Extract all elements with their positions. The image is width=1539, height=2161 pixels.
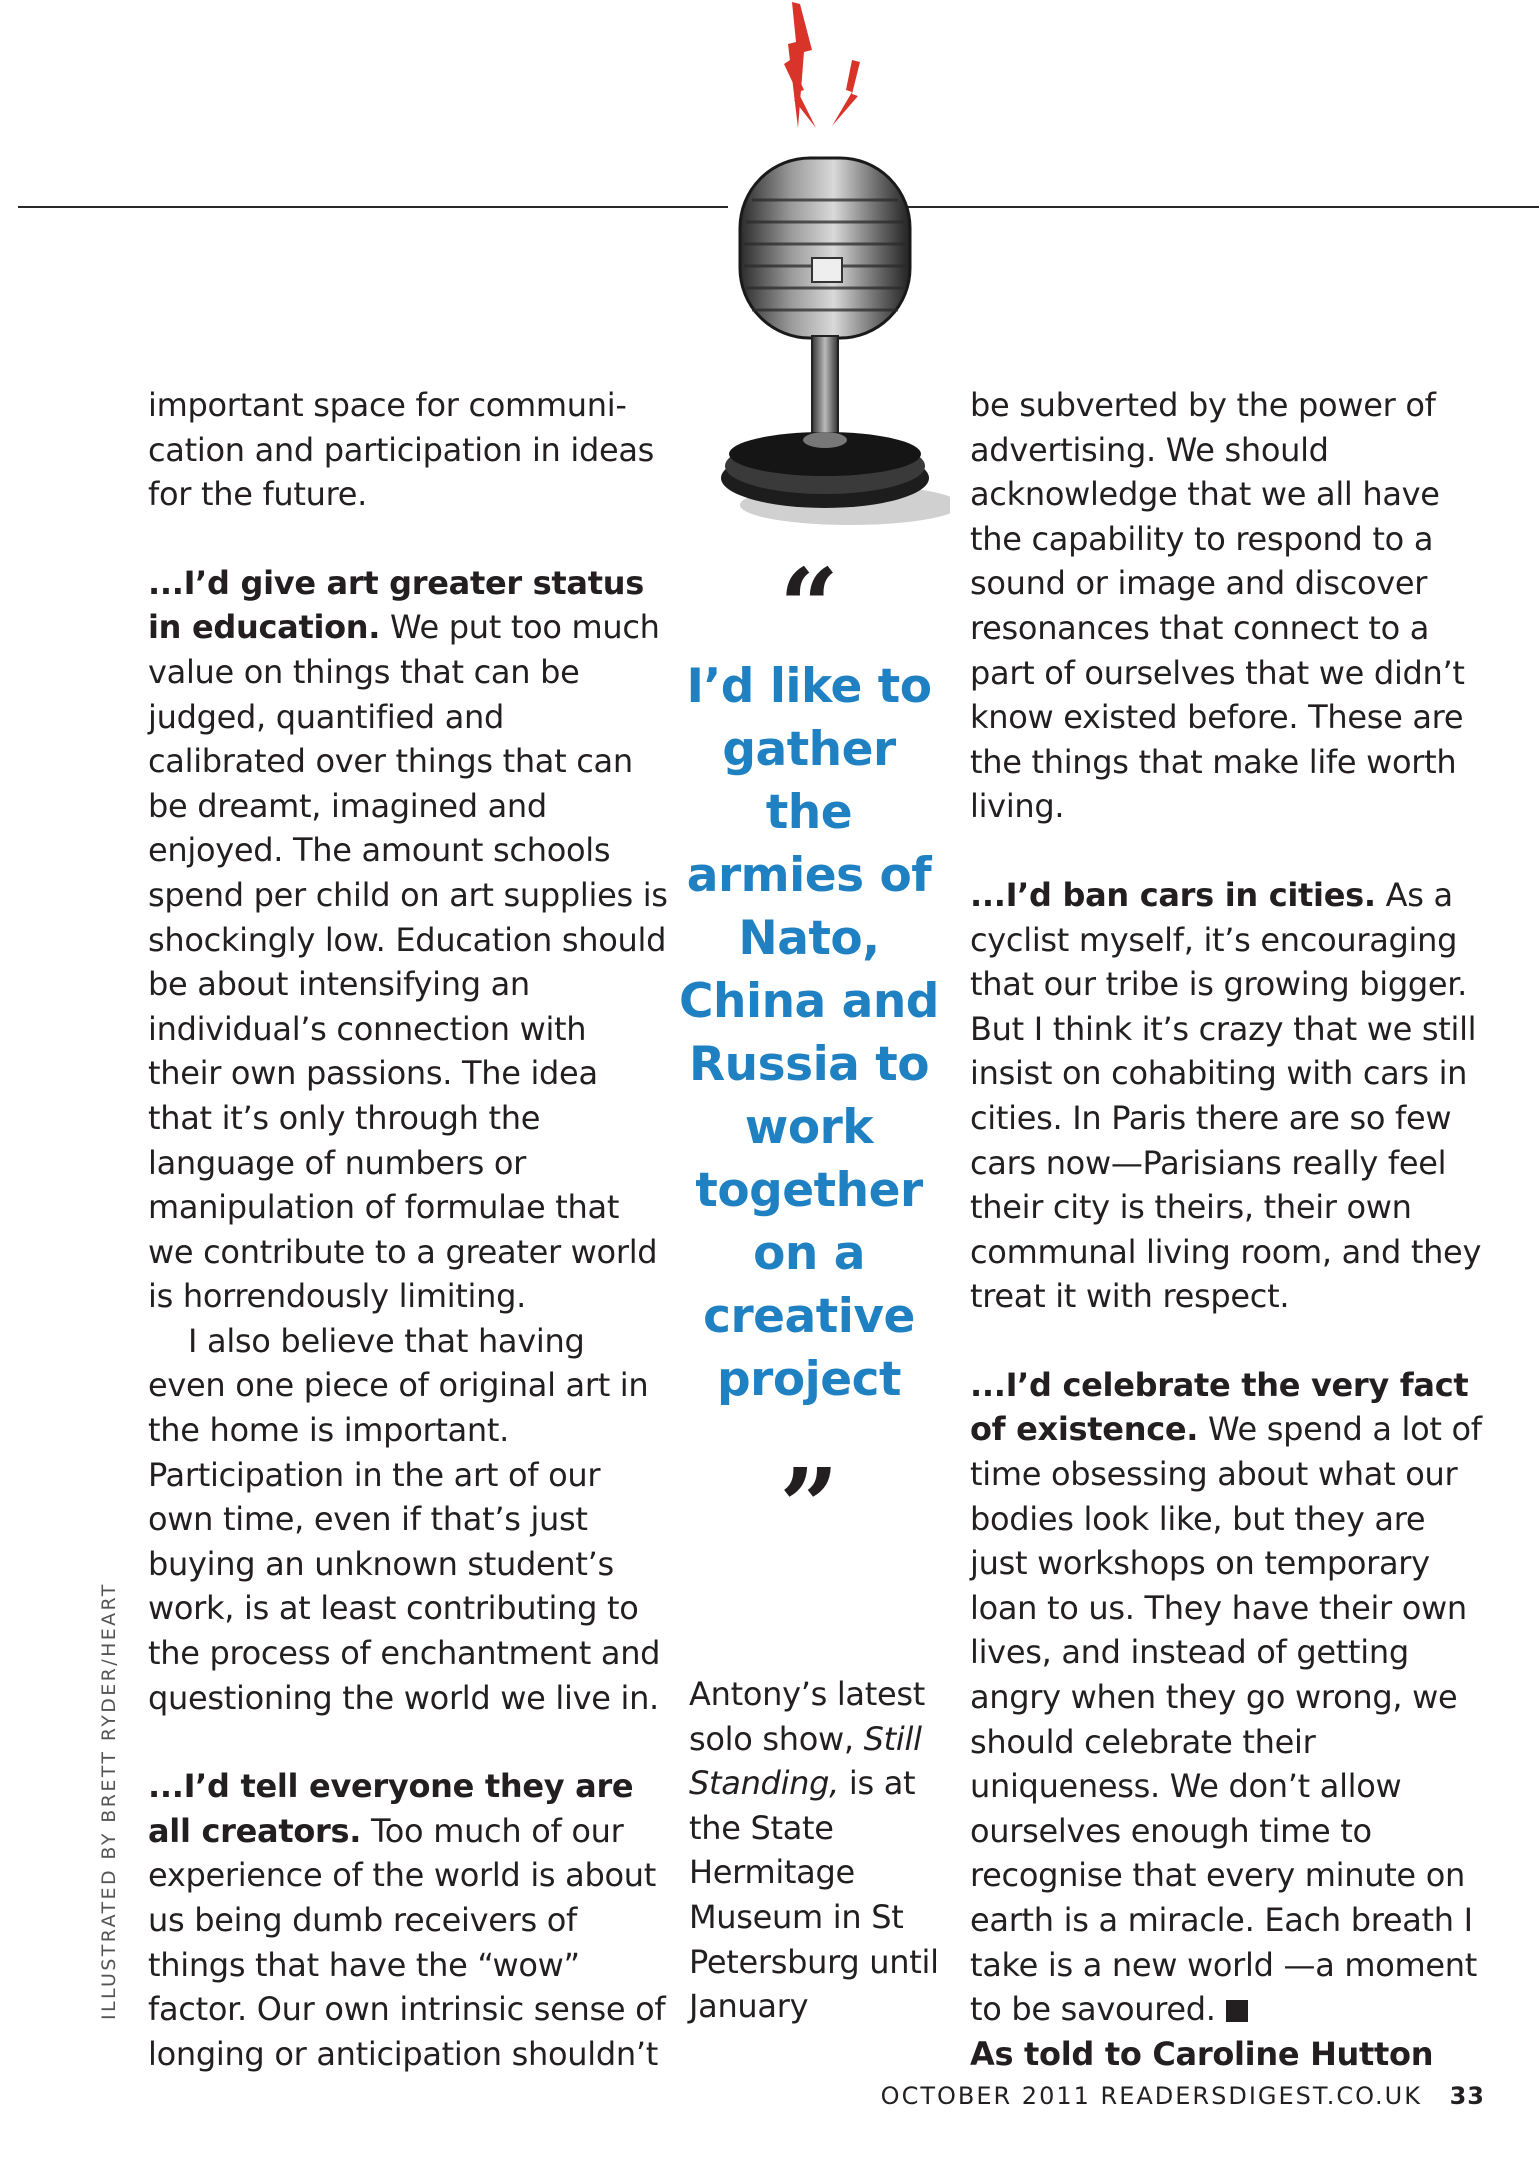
paragraph-body: We spend a lot of time obsessing about what our bodies look like, but they are just workshops on temporary loan to us. They have their own lives, and instead of getting angry when they go wrong, we should celebrate their uniqueness. We don’t allow ourselves enough time to recognise that every minute on earth is a miracle. Each breath I take is a new world —a moment to be savoured. xyxy=(970,1410,1482,2029)
byline: As told to Caroline Hutton xyxy=(970,2034,1434,2073)
microphone-illustration xyxy=(700,0,950,540)
open-quote-mark: “ xyxy=(779,545,839,668)
end-mark-icon xyxy=(1226,2000,1248,2022)
paragraph xyxy=(148,1764,668,2076)
issue-date: OCTOBER 2011 xyxy=(880,2082,1091,2110)
right-column xyxy=(970,383,1490,2076)
page-footer xyxy=(845,2082,1485,2110)
website: READERSDIGEST.CO.UK xyxy=(1100,2082,1422,2110)
paragraph: I also believe that having even one piece of original art in the home is important. Participation in the art of our own time, even if that’s just buying an unknown student’s work, is at least contributing to the process of enchantment and questioning the world we live in. xyxy=(148,1321,661,1717)
lead-heading: ...I’d ban cars in cities. xyxy=(970,875,1376,914)
paragraph-body: As a cyclist myself, it’s encouraging that our tribe is growing bigger. But I think it’s crazy that we still insist on cohabiting with cars in cities. In Paris there are so few cars now—Parisians really feel their city is theirs, their own communal living room, and they treat it with respect. xyxy=(970,875,1482,1316)
paragraph: be subverted by the power of advertising. We should acknowledge that we all have the capability to respond to a sound or image and discover resonances that connect to a part of ourselves that we didn’t know existed before. These are the things that make life worth living. xyxy=(970,386,1465,826)
header-rule-left xyxy=(18,206,728,208)
pull-quote xyxy=(676,545,942,1411)
show-info-text: is at the State Hermitage Museum in St Petersburg until January xyxy=(689,1764,939,2026)
show-info xyxy=(689,1672,939,2029)
show-info-text: Antony’s latest solo show, xyxy=(689,1675,925,1758)
show-title: Still Standing, xyxy=(689,1719,922,1803)
paragraph-body: Too much of our experience of the world is about us being dumb receivers of things that have the “wow” factor. Our own intrinsic sense of longing or anticipation shouldn’t xyxy=(148,1811,666,2073)
microphone-head-icon xyxy=(740,158,910,338)
paragraph xyxy=(148,561,668,1319)
page-number: 33 xyxy=(1449,2082,1485,2110)
lead-heading: ...I’d celebrate the very fact of existence. xyxy=(970,1365,1469,1449)
left-column xyxy=(148,383,668,2076)
lead-heading: ...I’d give art greater status in education. xyxy=(148,563,644,647)
illustration-credit: ILLUSTRATED BY BRETT RYDER/HEART xyxy=(98,1582,120,2020)
paragraph xyxy=(970,1363,1490,2032)
lead-heading: ...I’d tell everyone they are all creators. xyxy=(148,1767,634,1850)
close-quote-mark: ” xyxy=(779,1445,839,1568)
spark-icon xyxy=(784,2,860,128)
paragraph: important space for communi-cation and participation in ideas for the future. xyxy=(148,386,655,514)
header-rule-right xyxy=(875,206,1539,208)
paragraph-body: We put too much value on things that can be judged, quantified and calibrated over things that can be dreamt, imagined and enjoyed. The amount schools spend per child on art supplies is shockingly low. Education should be about intensifying an individual’s connection with their own passions. The idea that it’s only through the language of numbers or manipulation of formulae that we contribute to a greater world is horrendously limiting. xyxy=(148,608,668,1316)
pull-quote-text: I’d like to gather the armies of Nato, China and Russia to work together on a creative project xyxy=(679,659,939,1407)
microphone-stand-icon xyxy=(721,336,950,525)
paragraph xyxy=(970,873,1490,1319)
